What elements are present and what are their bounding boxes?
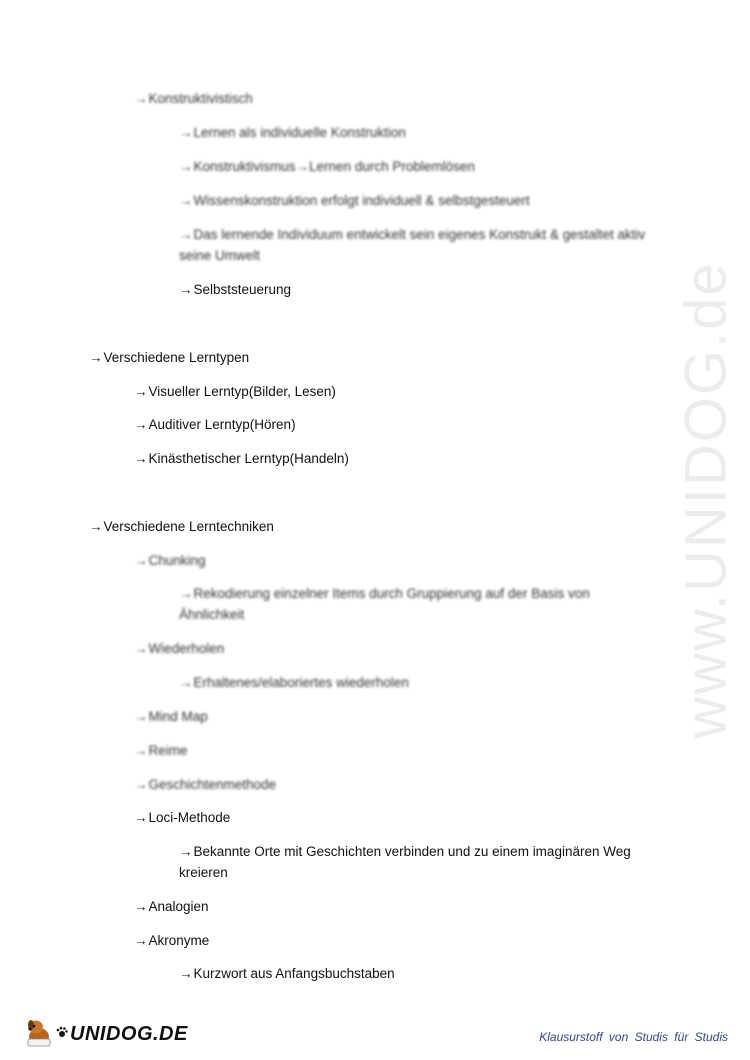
arrow-icon: → xyxy=(179,159,193,174)
list-item: →Analogien xyxy=(134,899,209,914)
arrow-icon: → xyxy=(134,933,148,948)
arrow-icon: → xyxy=(179,227,193,242)
arrow-icon: → xyxy=(134,641,148,656)
arrow-icon: → xyxy=(179,586,193,601)
dog-icon xyxy=(22,1015,56,1054)
list-item: →Loci-Methode xyxy=(134,810,231,825)
paw-icon xyxy=(56,1025,68,1043)
footer-logo[interactable] xyxy=(22,1016,188,1052)
arrow-icon: → xyxy=(134,451,148,466)
list-item: →Wiederholen xyxy=(134,641,225,656)
arrow-icon: → xyxy=(134,417,148,432)
section-heading: →Verschiedene Lerntechniken xyxy=(89,519,274,534)
list-item: →Reime xyxy=(134,743,188,758)
section-heading: →Verschiedene Lerntypen xyxy=(89,350,250,365)
list-item: →Kurzwort aus Anfangsbuchstaben xyxy=(179,966,395,981)
arrow-icon: → xyxy=(89,350,103,365)
arrow-icon: → xyxy=(134,743,148,758)
list-item: →Chunking xyxy=(134,553,206,568)
arrow-icon: → xyxy=(179,193,193,208)
arrow-icon: → xyxy=(179,675,193,690)
arrow-icon: → xyxy=(134,810,148,825)
list-item: →Konstruktivistisch xyxy=(134,91,253,106)
arrow-icon: → xyxy=(134,709,148,724)
logo-text: UNIDOG.DE xyxy=(70,1022,188,1045)
arrow-icon: → xyxy=(134,91,148,106)
list-item: →Selbststeuerung xyxy=(179,282,292,297)
list-item: →Geschichtenmethode xyxy=(134,777,277,792)
list-item: →Mind Map xyxy=(134,709,208,724)
list-item: →Bekannte Orte mit Geschichten verbinden und zu einem imaginären Weg kreieren xyxy=(179,844,631,880)
list-item: →Kinästhetischer Lerntyp(Handeln) xyxy=(134,451,349,466)
arrow-icon: → xyxy=(179,844,193,859)
arrow-icon: → xyxy=(179,282,193,297)
list-item: →Auditiver Lerntyp(Hören) xyxy=(134,417,296,432)
arrow-icon: → xyxy=(134,553,148,568)
list-item: →Das lernende Individuum entwickelt sein eigenes Konstrukt & gestaltet aktiv seine Umwelt xyxy=(179,227,646,263)
list-item: →Rekodierung einzelner Items durch Gruppierung auf der Basis von Ähnlichkeit xyxy=(179,586,590,622)
arrow-icon: → xyxy=(134,777,148,792)
arrow-icon: → xyxy=(89,519,103,534)
list-item: →Erhaltenes/elaboriertes wiederholen xyxy=(179,675,409,690)
arrow-icon: → xyxy=(179,125,193,140)
arrow-icon: → xyxy=(179,966,193,981)
list-item: →Konstruktivismus→Lernen durch Problemlösen xyxy=(179,159,475,174)
list-item: →Wissenskonstruktion erfolgt individuell & selbstgesteuert xyxy=(179,193,530,208)
watermark: www.UNIDOG.de xyxy=(673,261,739,739)
footer-tagline: Klausurstoff von Studis für Studis xyxy=(539,1030,728,1044)
list-item: →Lernen als individuelle Konstruktion xyxy=(179,125,406,140)
list-item: →Visueller Lerntyp(Bilder, Lesen) xyxy=(134,384,336,399)
arrow-icon: → xyxy=(134,899,148,914)
list-item: →Akronyme xyxy=(134,933,210,948)
arrow-icon: → xyxy=(134,384,148,399)
